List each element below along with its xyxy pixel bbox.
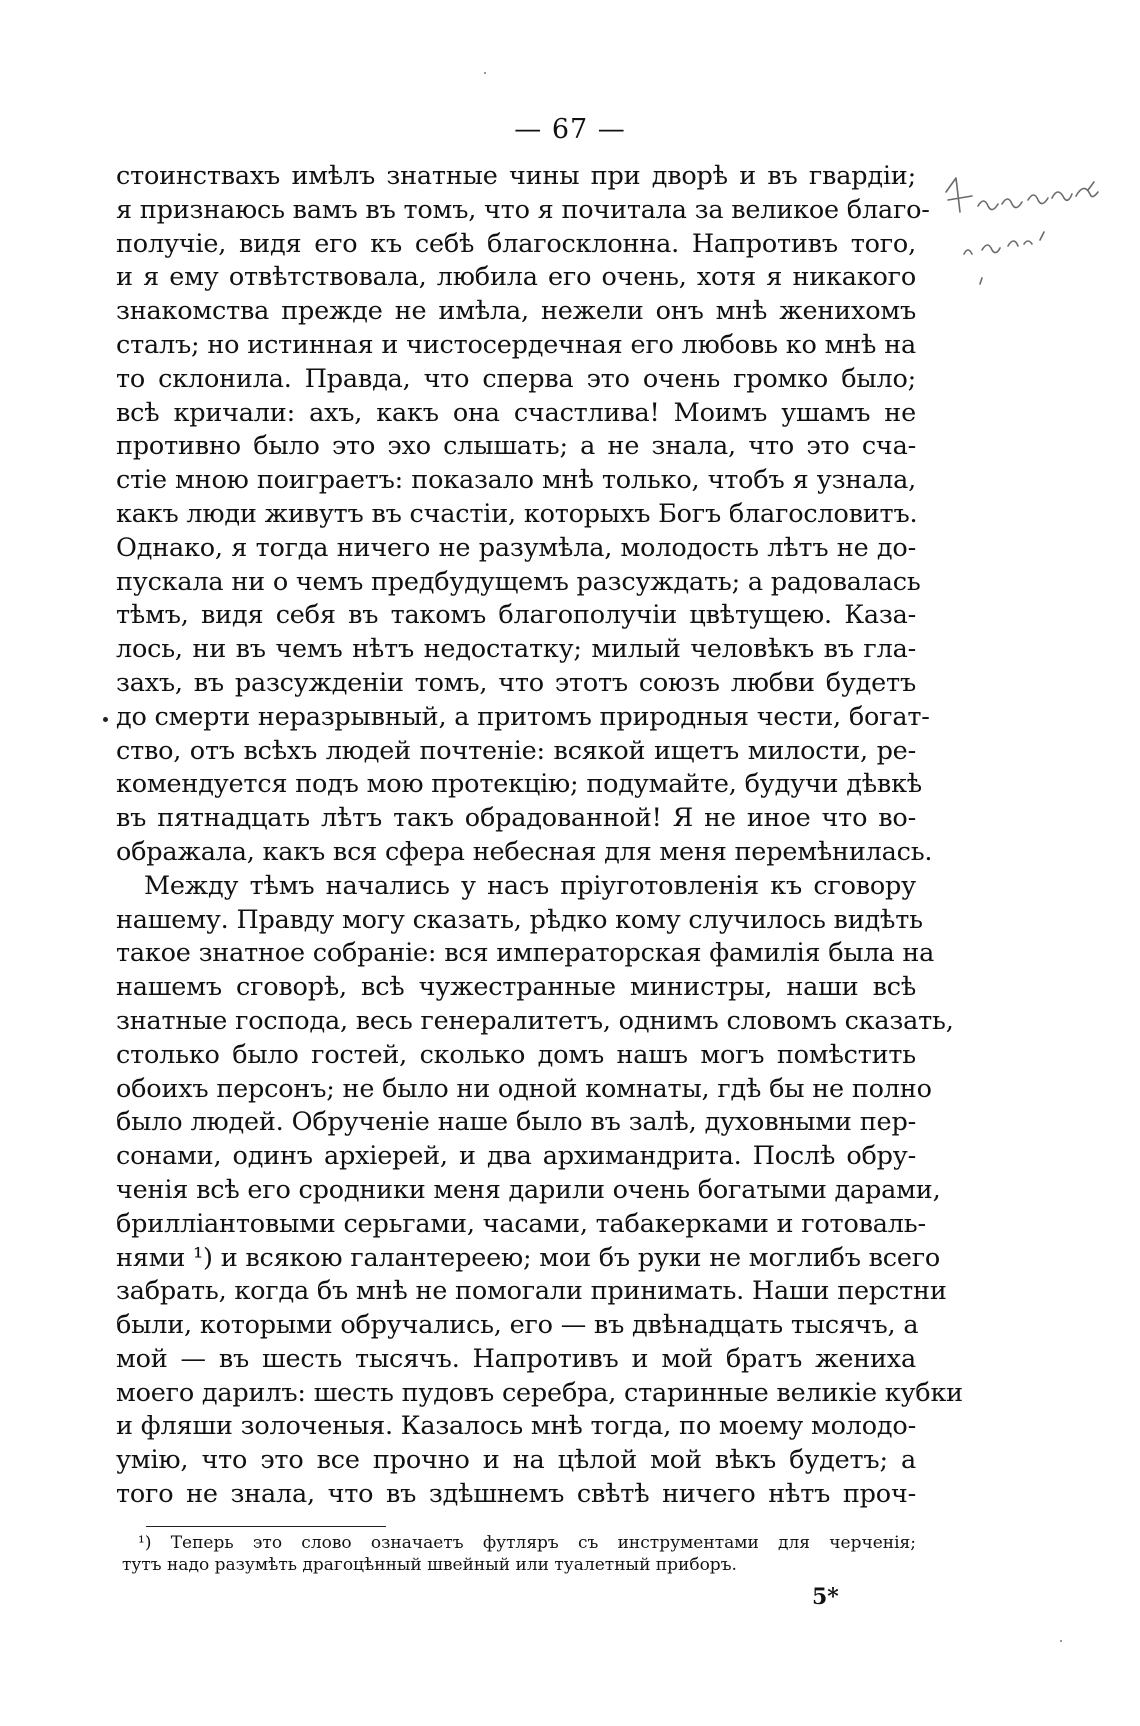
text-line: до смерти неразрывный, а притомъ природныя чести, богат- [116, 701, 930, 732]
text-line: нашему. Правду могу сказать, рѣдко кому случилось видѣть [116, 904, 923, 935]
text-line: столько было гостей, сколько домъ нашъ могъ помѣстить [116, 1039, 916, 1070]
text-line: я признаюсь вамъ въ томъ, что я почитала за великое благо- [116, 194, 930, 225]
text-line: забрать, когда бъ мнѣ не помогали принимать. Наши перстни [116, 1276, 947, 1307]
text-line: того не знала, что въ здѣшнемъ свѣтѣ ничего нѣтъ проч- [116, 1479, 916, 1510]
text-line: противно было это эхо слышать; а не знала, что это сча- [116, 431, 916, 462]
text-line: Однако, я тогда ничего не разумѣла, молодость лѣтъ не до- [116, 532, 916, 563]
text-line: были, которыми обручались, его — въ двѣнадцать тысячъ, а [116, 1310, 919, 1341]
text-line: ство, отъ всѣхъ людей почтеніе: всякой ищетъ милости, ре- [116, 735, 916, 766]
footnote-line: тутъ надо разумѣть драгоцѣнный швейный или туалетный приборъ. [122, 1555, 737, 1575]
margin-dot [103, 717, 108, 722]
text-line: и фляши золоченыя. Казалось мнѣ тогда, по моему молодо- [116, 1411, 916, 1442]
text-line: обоихъ персонъ; не было ни одной комнаты, гдѣ бы не полно [116, 1073, 932, 1104]
text-line: захъ, въ разсужденіи томъ, что этотъ союзъ любви будетъ [116, 667, 916, 698]
paragraph-start-line: Между тѣмъ начались у насъ пріуготовленія къ сговору [144, 870, 916, 901]
text-line: нями ¹) и всякою галантереею; мои бъ руки не моглибъ всего [116, 1242, 941, 1273]
text-line: сталъ; но истинная и чистосердечная его любовь ко мнѣ на [116, 329, 916, 360]
text-line: сонами, одинъ архіерей, и два архимандрита. Послѣ обру- [116, 1141, 916, 1172]
text-line: брилліантовыми серьгами, часами, табакерками и готоваль- [116, 1208, 926, 1239]
main-text [116, 160, 963, 1512]
text-line: всѣ кричали: ахъ, какъ она счастлива! Моимъ ушамъ не [116, 397, 916, 428]
text-line: комендуется подъ мою протекцію; подумайте, будучи дѣвкѣ [116, 769, 922, 800]
text-line: нашемъ сговорѣ, всѣ чужестранные министры, наши всѣ [116, 972, 916, 1003]
text-line: ображала, какъ вся сфера небесная для меня перемѣнилась. [116, 836, 933, 867]
handwritten-margin-note [938, 170, 1128, 300]
text-line: въ пятнадцать лѣтъ такъ обрадованной! Я не иное что во- [116, 803, 916, 834]
page-number: — 67 — [514, 114, 626, 145]
text-line: и я ему отвѣтствовала, любила его очень, хотя я никакого [116, 262, 916, 293]
text-line: знатные господа, весь генералитетъ, однимъ словомъ сказать, [116, 1005, 954, 1036]
text-line: пускала ни о чемъ предбудущемъ разсуждать; а радовалась [116, 566, 921, 597]
footnote-rule [146, 1526, 386, 1527]
text-line: то склонила. Правда, что сперва это очень громко было; [116, 363, 916, 394]
text-line: знакомства прежде не имѣла, нежели онъ мнѣ женихомъ [116, 296, 916, 327]
footnote-line: ¹) Теперь это слово означаетъ футляръ съ инструментами для черченія; [138, 1533, 916, 1553]
text-line: такое знатное собраніе: вся императорская фамилія была на [116, 938, 935, 969]
footnotes [122, 1532, 916, 1576]
paper-speck [1060, 1640, 1062, 1642]
text-line: стоинствахъ имѣлъ знатные чины при дворѣ и въ гвардіи; [116, 161, 916, 191]
text-line: ченія всѣ его сродники меня дарили очень богатыми дарами, [116, 1174, 941, 1205]
text-line: мой — въ шесть тысячъ. Напротивъ и мой братъ жениха [116, 1343, 916, 1374]
text-line: стіе мною поиграетъ: показало мнѣ только, чтобъ я узнала, [116, 465, 916, 496]
paper-speck [484, 72, 486, 74]
signature-mark: 5* [812, 1584, 839, 1610]
text-line: было людей. Обрученіе наше было въ залѣ, духовными пер- [116, 1107, 916, 1138]
text-line: умію, что это все прочно и на цѣлой мой вѣкъ будетъ; а [116, 1445, 916, 1476]
text-line: лось, ни въ чемъ нѣтъ недостатку; милый человѣкъ въ гла- [116, 634, 916, 665]
text-line: какъ люди живутъ въ счастіи, которыхъ Богъ благословитъ. [116, 498, 918, 529]
text-line: моего дарилъ: шесть пудовъ серебра, старинные великіе кубки [116, 1377, 963, 1408]
text-line: тѣмъ, видя себя въ такомъ благополучіи цвѣтущею. Каза- [116, 600, 916, 631]
text-line: получіе, видя его къ себѣ благосклонна. Напротивъ того, [116, 228, 916, 259]
